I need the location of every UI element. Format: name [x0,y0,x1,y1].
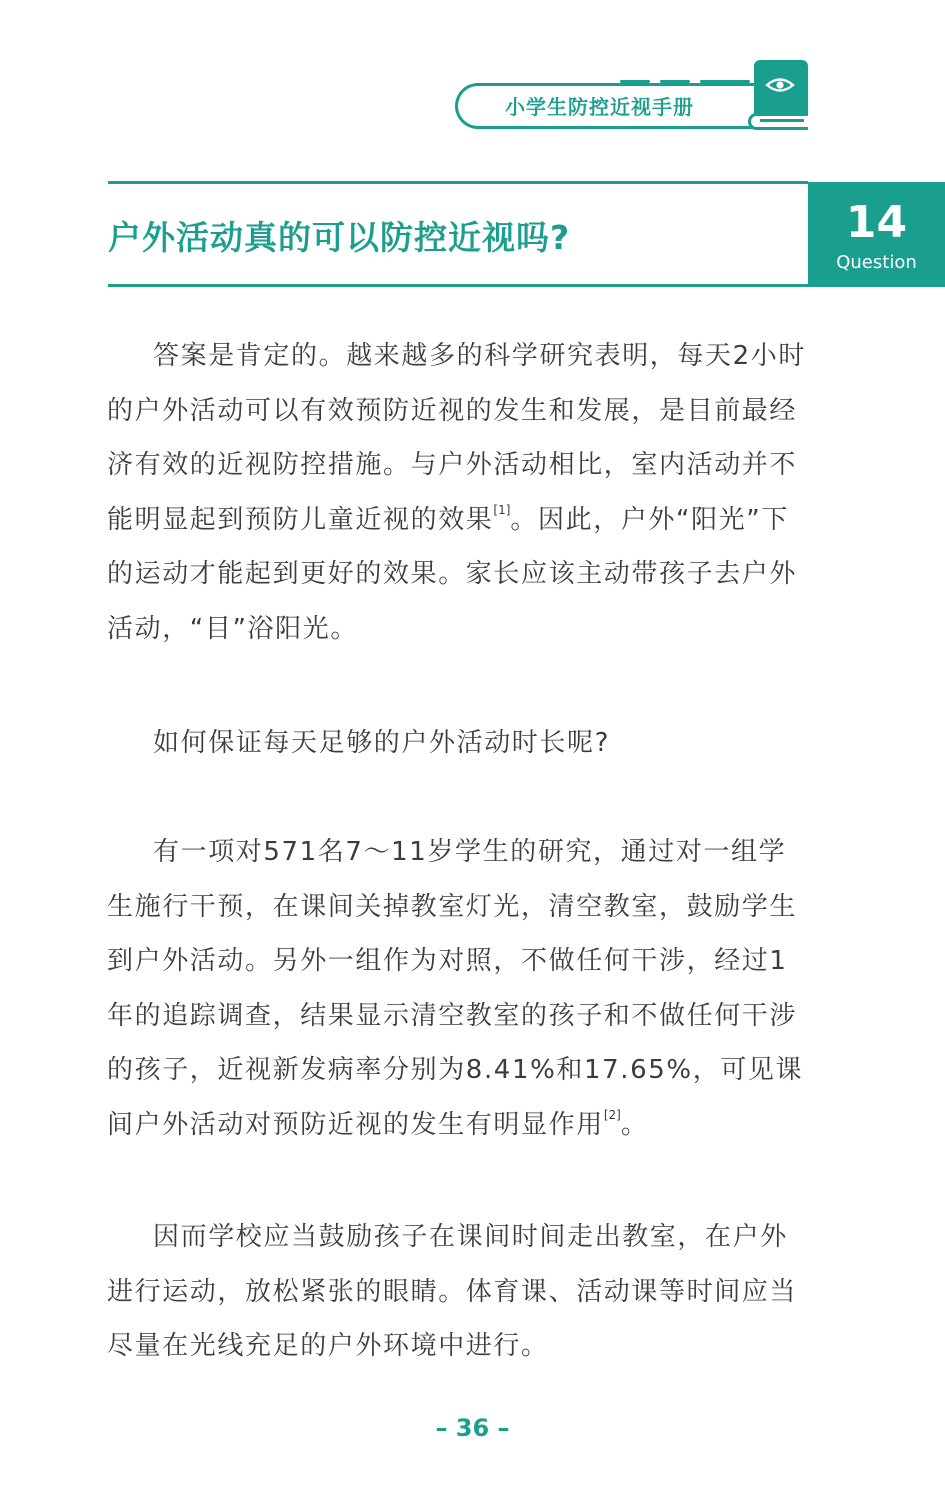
paragraph-text: 答案是肯定的。越来越多的科学研究表明，每天2小时的户外活动可以有效预防近视的发生和发展，是目前最经济有效的近视防控措施。与户外活动相比，室内活动并不能明显起到预防儿童近视的效果 [107,341,806,535]
paragraph-text: 。 [620,1109,649,1140]
paragraph-question [107,716,807,771]
header-dash [700,80,750,83]
eye-icon [765,74,795,96]
book-line [760,119,804,122]
paragraph-text: 有一项对571名7～11岁学生的研究，通过对一组学生施行干预，在课间关掉教室灯光，清空教室，鼓励学生到户外活动。另外一组作为对照，不做任何干涉，经过1年的追踪调查，结果显示清空教室的孩子和不做任何干涉的孩子，近视新发病率分别为8.41%和17.65%，可见课间户外活动对预防近视的发生有明显作用 [107,837,804,1140]
paragraph-text: 因而学校应当鼓励孩子在课间时间走出教室，在户外进行运动，放松紧张的眼睛。体育课、活动课等时间应当尽量在光线充足的户外环境中进行。 [107,1222,798,1362]
citation-ref: [1] [493,502,511,517]
citation-ref: [2] [603,1107,621,1122]
paragraph-text: 。因此，户外“阳光”下的运动才能起到更好的效果。家长应该主动带孩子去户外活动，“目”浴阳光。 [107,504,798,644]
question-label: Question [836,252,917,273]
book-title: 小学生防控近视手册 [505,95,694,119]
page-number: – 36 – [435,1414,510,1442]
paragraph-text: 如何保证每天足够的户外活动时长呢? [153,728,611,758]
title-bottom-rule [108,284,808,287]
paragraph-answer [107,329,807,657]
question-title: 户外活动真的可以防控近视吗? [108,218,571,257]
question-number: 14 [845,197,908,248]
question-badge [808,182,945,287]
header-dash [660,80,690,83]
paragraph-study [107,825,807,1153]
title-top-rule [108,181,808,184]
paragraph-school [107,1210,807,1374]
header-dash [620,80,650,83]
